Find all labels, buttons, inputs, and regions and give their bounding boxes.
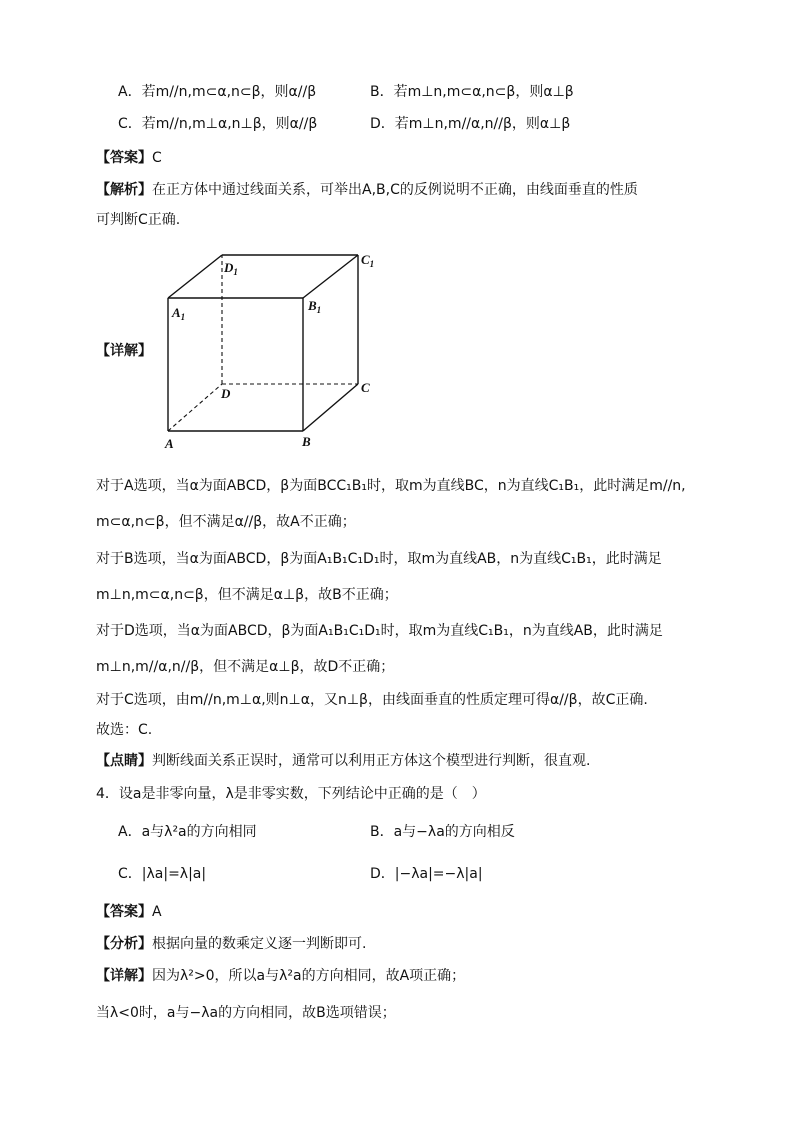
edge-b1c1: [303, 255, 358, 298]
answer-value: A: [152, 904, 162, 920]
q3-option-c: C．若m//n,m⊥α,n⊥β，则α//β: [118, 116, 318, 132]
label-b1: $B_1$: [308, 298, 322, 315]
analysis-text: 在正方体中通过线面关系，可举出A,B,C的反例说明不正确，由线面垂直的性质: [152, 182, 638, 198]
label-b: B: [302, 434, 311, 449]
edge-ad: [168, 384, 222, 431]
label-a1: $A_1$: [172, 305, 186, 322]
q3-detail-p3: 对于B选项，当α为面ABCD，β为面A₁B₁C₁D₁时，取m为直线AB，n为直线C₁B₁，此时满足: [96, 551, 662, 567]
answer-tag: 【答案】: [96, 150, 152, 166]
answer-value: C: [152, 150, 162, 166]
q3-answer-line: [96, 148, 162, 168]
label-c1: $C_1$: [361, 252, 375, 269]
q3-detail-p5: 对于D选项，当α为面ABCD，β为面A₁B₁C₁D₁时，取m为直线C₁B₁，n为直线AB，此时满足: [96, 623, 663, 639]
q4-option-a: A．a与λ²a的方向相同: [118, 824, 257, 840]
q3-detail-tag: 【详解】: [96, 343, 152, 359]
q3-detail-p6: m⊥n,m//α,n//β，但不满足α⊥β，故D不正确；: [96, 659, 395, 675]
comment-text: 判断线面关系正误时，通常可以利用正方体这个模型进行判断，很直观.: [152, 753, 591, 769]
q4-answer-line: [96, 902, 162, 922]
detail-tag: 【详解】: [96, 968, 152, 984]
label-d: D: [221, 386, 231, 401]
detail-text: 因为λ²>0，所以a与λ²a的方向相同，故A项正确；: [152, 968, 466, 984]
edge-bc: [303, 384, 358, 431]
analysis-tag: 【分析】: [96, 936, 152, 952]
q4-stem: 4．设a是非零向量，λ是非零实数，下列结论中正确的是（ ）: [96, 786, 486, 802]
q3-option-a: A．若m//n,m⊂α,n⊂β，则α//β: [118, 84, 317, 100]
label-c: C: [361, 380, 370, 395]
label-d1: $D_1$: [224, 260, 238, 277]
q4-option-c: C．|λa|=λ|a|: [118, 866, 207, 882]
q3-detail-p8: 故选：C.: [96, 722, 153, 738]
q3-detail-p7: 对于C选项，由m//n,m⊥α,则n⊥α，又n⊥β，由线面垂直的性质定理可得α//β，故C正确.: [96, 692, 648, 708]
q3-option-b: B．若m⊥n,m⊂α,n⊂β，则α⊥β: [370, 84, 574, 100]
q4-detail-line-2: 当λ<0时，a与−λa的方向相同，故B选项错误；: [96, 1005, 396, 1021]
comment-tag: 【点睛】: [96, 753, 152, 769]
q4-option-d: D．|−λa|=−λ|a|: [370, 866, 483, 882]
answer-tag: 【答案】: [96, 904, 152, 920]
analysis-text: 根据向量的数乘定义逐一判断即可.: [152, 936, 367, 952]
q3-analysis-line-1: [96, 180, 638, 200]
q3-comment-line: [96, 751, 590, 771]
q3-detail-p1: 对于A选项，当α为面ABCD，β为面BCC₁B₁时，取m为直线BC，n为直线C₁B₁，此时满足m//n,: [96, 478, 686, 494]
q4-option-b: B．a与−λa的方向相反: [370, 824, 515, 840]
q3-detail-p2: m⊂α,n⊂β，但不满足α//β，故A不正确；: [96, 514, 356, 530]
analysis-tag: 【解析】: [96, 182, 152, 198]
cube-figure: [150, 240, 390, 455]
q3-option-d: D．若m⊥n,m//α,n//β，则α⊥β: [370, 116, 571, 132]
edge-a1d1: [168, 255, 222, 298]
q3-detail-p4: m⊥n,m⊂α,n⊂β，但不满足α⊥β，故B不正确；: [96, 587, 398, 603]
q4-detail-line-1: [96, 966, 465, 986]
label-a: A: [165, 436, 174, 451]
q4-analysis-line: [96, 934, 366, 954]
q3-analysis-line-2: 可判断C正确.: [96, 212, 181, 228]
